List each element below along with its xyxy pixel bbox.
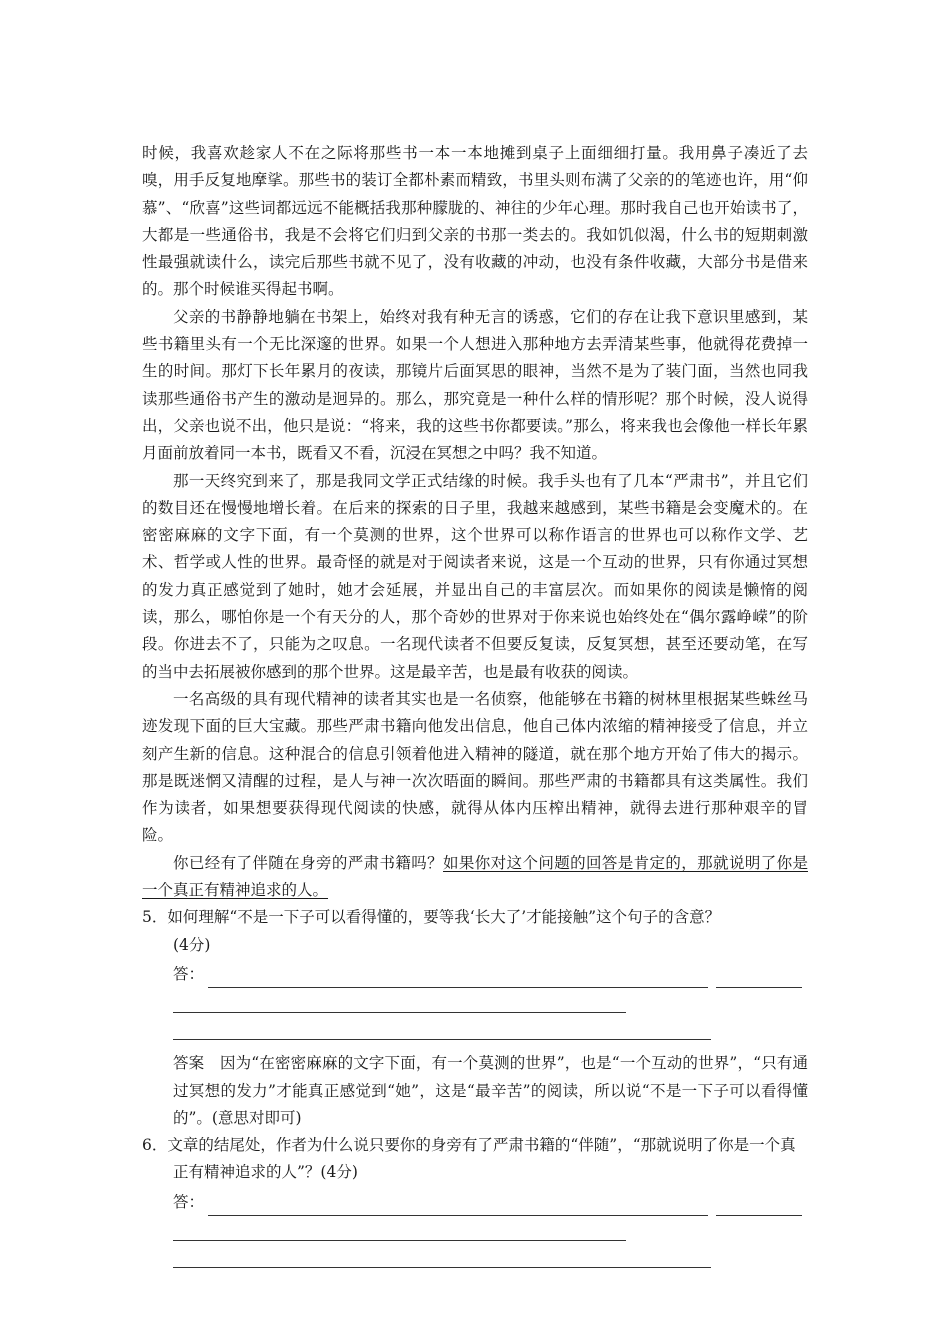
answer-label: 答： bbox=[173, 964, 205, 983]
question-6-text: 6．文章的结尾处，作者为什么说只要你的身旁有了严肃书籍的“伴随”，“那就说明了你是一个真正有精神追求的人”？(4分) bbox=[142, 1136, 796, 1182]
paragraph-1: 时候，我喜欢趁家人不在之际将那些书一本一本地摊到桌子上面细细打量。我用鼻子凑近了去嗅，用手反复地摩挲。那些书的装订全都朴素而精致，书里头则布满了父亲的的笔迹也许，用“仰慕”、“欣喜”这些词都远远不能概括我那种朦胧的、神往的少年心理。那时我自己也开始读书了，大都是一些通俗书，我是不会将它们归到父亲的书那一类去的。我如饥似渴，什么书的短期刺激性最强就读什么，读完后那些书就不见了，没有收藏的冲动，也没有条件收藏，大部分书是借来的。那个时候谁买得起书啊。 bbox=[142, 144, 808, 299]
answer-line[interactable] bbox=[208, 973, 708, 988]
answer-line[interactable] bbox=[208, 1201, 708, 1216]
paragraph-4: 一名高级的具有现代精神的读者其实也是一名侦察，他能够在书籍的树林里根据某些蛛丝马迹发现下面的巨大宝藏。那些严肃书籍向他发出信息，他自己体内浓缩的精神接受了信息，并立刻产生新的信息。这种混合的信息引领着他进入精神的隧道，就在那个地方开始了伟大的揭示。那是既迷惘又清醒的过程，是人与神一次次晤面的瞬间。那些严肃的书籍都具有这类属性。我们作为读者，如果想要获得现代阅读的快感，就得从体内压榨出精神，就得去进行那种艰辛的冒险。 bbox=[142, 689, 808, 845]
question-5 bbox=[142, 904, 808, 1132]
paragraph-5-plain: 你已经有了伴随在身旁的严肃书籍吗？ bbox=[173, 853, 444, 872]
question-5-answer-row bbox=[142, 961, 808, 988]
answer-line[interactable] bbox=[173, 1025, 711, 1040]
question-6-answer-row bbox=[142, 1189, 808, 1216]
question-5-score: (4分) bbox=[173, 935, 211, 954]
underlined-sentence: 如果你对这个问题的回答是肯定的，那就说明了你是一个真正有精神追求的人。 bbox=[142, 853, 808, 900]
answer-line[interactable] bbox=[173, 998, 626, 1013]
answer-line[interactable] bbox=[716, 1201, 802, 1216]
answer-line[interactable] bbox=[173, 1253, 711, 1268]
paragraph-2: 父亲的书静静地躺在书架上，始终对我有种无言的诱惑，它们的存在让我下意识里感到，某些书籍里头有一个无比深邃的世界。如果一个人想进入那种地方去弄清某些事，他就得花费掉一生的时间。那灯下长年累月的夜读，那镜片后面冥思的眼神，当然不是为了装门面，当然也同我读那些通俗书产生的激动是迥异的。那么，那究竟是一种什么样的情形呢？那个时候，没人说得出，父亲也说不出，他只是说：“将来，我的这些书你都要读。”那么，将来我也会像他一样长年累月面前放着同一本书，既看又不看，沉浸在冥想之中吗？我不知道。 bbox=[142, 307, 808, 463]
answer-line[interactable] bbox=[716, 973, 802, 988]
answer-line[interactable] bbox=[173, 1226, 626, 1241]
paragraph-5 bbox=[142, 850, 808, 905]
question-5-text: 5．如何理解“不是一下子可以看得懂的，要等我‘长大了’才能接触”这个句子的含意？ bbox=[142, 908, 721, 927]
answer-label: 答： bbox=[173, 1192, 205, 1211]
answer-key: 答案 因为“在密密麻麻的文字下面，有一个莫测的世界”，也是“一个互动的世界”，“只有通过冥想的发力”才能真正感觉到“她”，这是“最辛苦”的阅读，所以说“不是一下子可以看得懂的”。(意思对即可) bbox=[173, 1054, 808, 1127]
document-page bbox=[142, 140, 808, 1268]
question-6 bbox=[142, 1132, 808, 1268]
paragraph-3: 那一天终究到来了，那是我同文学正式结缘的时候。我手头也有了几本“严肃书”，并且它们的数目还在慢慢地增长着。在后来的探索的日子里，我越来越感到，某些书籍是会变魔术的。在密密麻麻的文字下面，有一个莫测的世界，这个世界可以称作语言的世界也可以称作文学、艺术、哲学或人性的世界。最奇怪的就是对于阅读者来说，这是一个互动的世界，只有你通过冥想的发力真正感觉到了她时，她才会延展，并显出自己的丰富层次。而如果你的阅读是懒惰的阅读，那么，哪怕你是一个有天分的人，那个奇妙的世界对于你来说也始终处在“偶尔露峥嵘”的阶段。你进去不了，只能为之叹息。一名现代读者不但要反复读，反复冥想，甚至还要动笔，在写的当中去拓展被你感到的那个世界。这是最辛苦，也是最有收获的阅读。 bbox=[142, 471, 808, 681]
